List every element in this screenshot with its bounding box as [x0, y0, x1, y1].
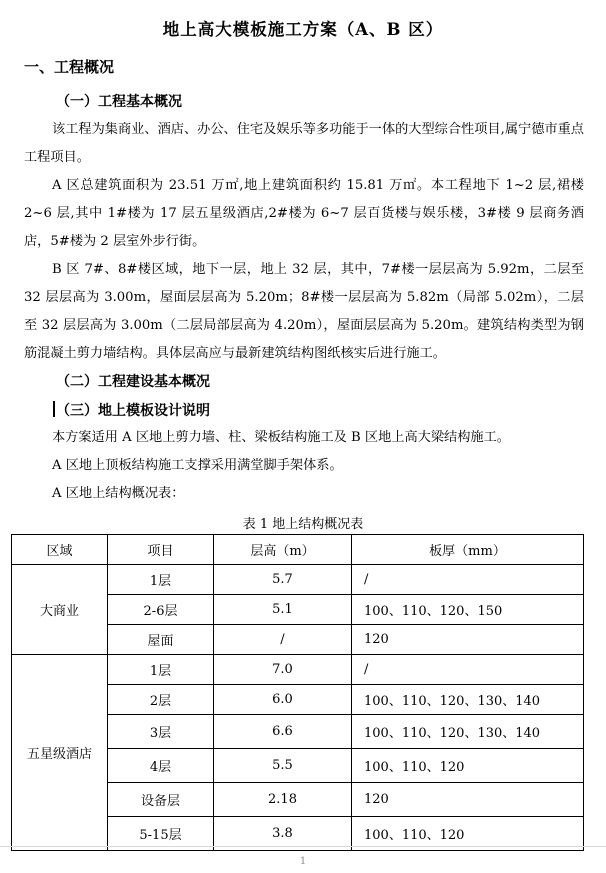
- height-cell: 6.6: [214, 715, 352, 749]
- text-cursor: [53, 401, 55, 417]
- scope-line: 本方案适用 A 区地上剪力墙、柱、梁板结构施工及 B 区地上高大梁结构施工。: [52, 430, 510, 445]
- thickness-cell: 120: [352, 625, 584, 655]
- table-caption: 表 1 地上结构概况表: [242, 517, 364, 532]
- table-header-row: [12, 535, 584, 565]
- height-cell: 7.0: [214, 655, 352, 685]
- zone-cell: 五星级酒店: [12, 655, 108, 851]
- height-cell: 3.8: [214, 817, 352, 851]
- subheading-formwork-design: （三）地上模板设计说明: [56, 403, 210, 419]
- paragraph-zone-b-text: B 区 7#、8#楼区域，地下一层，地上 32 层，其中，7#楼一层层高为 5.92m，二层至 32 层层高为 3.00m，屋面层层高为 5.20m；8#楼一层层高为 5.82m（局部 5.02m），二层至 32 层层高为 3.00m（二层局部层高为 4.20m），屋面层层高为 5.20m。建筑结构类型为钢筋混凝土剪力墙结构。具体层高应与最新建筑结构图纸核实后进行施工。: [24, 262, 584, 361]
- thickness-cell: 100、110、120: [352, 817, 584, 851]
- table-intro-line: A 区地上结构概况表：: [52, 486, 185, 501]
- thickness-cell: /: [352, 565, 584, 595]
- thickness-cell: 100、110、120: [352, 749, 584, 783]
- item-cell: 3层: [108, 715, 214, 749]
- subheading-basic-overview: （一）工程基本概况: [56, 94, 182, 110]
- height-cell: 6.0: [214, 685, 352, 715]
- item-cell: 4层: [108, 749, 214, 783]
- header-floor-height: 层高（m）: [214, 535, 352, 565]
- paragraph-zone-a: [24, 172, 584, 256]
- item-cell: 1层: [108, 655, 214, 685]
- table-row: [12, 565, 584, 595]
- height-cell: 5.1: [214, 595, 352, 625]
- height-cell: 2.18: [214, 783, 352, 817]
- section-heading-overview: 一、工程概况: [24, 58, 115, 76]
- header-zone: 区域: [12, 535, 108, 565]
- item-cell: 2层: [108, 685, 214, 715]
- paragraph-project-intro-text: 该工程为集商业、酒店、办公、住宅及娱乐等多功能于一体的大型综合性项目,属宁德市重点工程项目。: [24, 122, 584, 165]
- thickness-cell: 100、110、120、150: [352, 595, 584, 625]
- document-title: 地上高大模板施工方案（A、B 区）: [162, 20, 444, 39]
- item-cell: 设备层: [108, 783, 214, 817]
- thickness-cell: 100、110、120、130、140: [352, 715, 584, 749]
- page-number: 1: [299, 856, 307, 867]
- zone-cell: 大商业: [12, 565, 108, 655]
- height-cell: /: [214, 625, 352, 655]
- item-cell: 屋面: [108, 625, 214, 655]
- paragraph-project-intro: [24, 116, 584, 172]
- support-line: A 区地上顶板结构施工支撑采用满堂脚手架体系。: [52, 458, 343, 473]
- header-slab-thickness: 板厚（mm）: [352, 535, 584, 565]
- subheading-construction-overview: （二）工程建设基本概况: [56, 374, 210, 390]
- height-cell: 5.5: [214, 749, 352, 783]
- paragraph-zone-a-text: A 区总建筑面积为 23.51 万㎡,地上建筑面积约 15.81 万㎡。本工程地下 1~2 层,裙楼 2~6 层,其中 1#楼为 17 层五星级酒店,2#楼为 6~7 层百货楼与娱乐楼，3#楼 9 层商务酒店，5#楼为 2 层室外步行街。: [24, 178, 584, 249]
- table-row: [12, 655, 584, 685]
- header-item: 项目: [108, 535, 214, 565]
- height-cell: 5.7: [214, 565, 352, 595]
- item-cell: 2-6层: [108, 595, 214, 625]
- thickness-cell: /: [352, 655, 584, 685]
- thickness-cell: 120: [352, 783, 584, 817]
- paragraph-zone-b: [24, 256, 584, 368]
- page-footer-rule: [0, 846, 606, 847]
- thickness-cell: 100、110、120、130、140: [352, 685, 584, 715]
- structure-table: [11, 534, 584, 851]
- item-cell: 1层: [108, 565, 214, 595]
- item-cell: 5-15层: [108, 817, 214, 851]
